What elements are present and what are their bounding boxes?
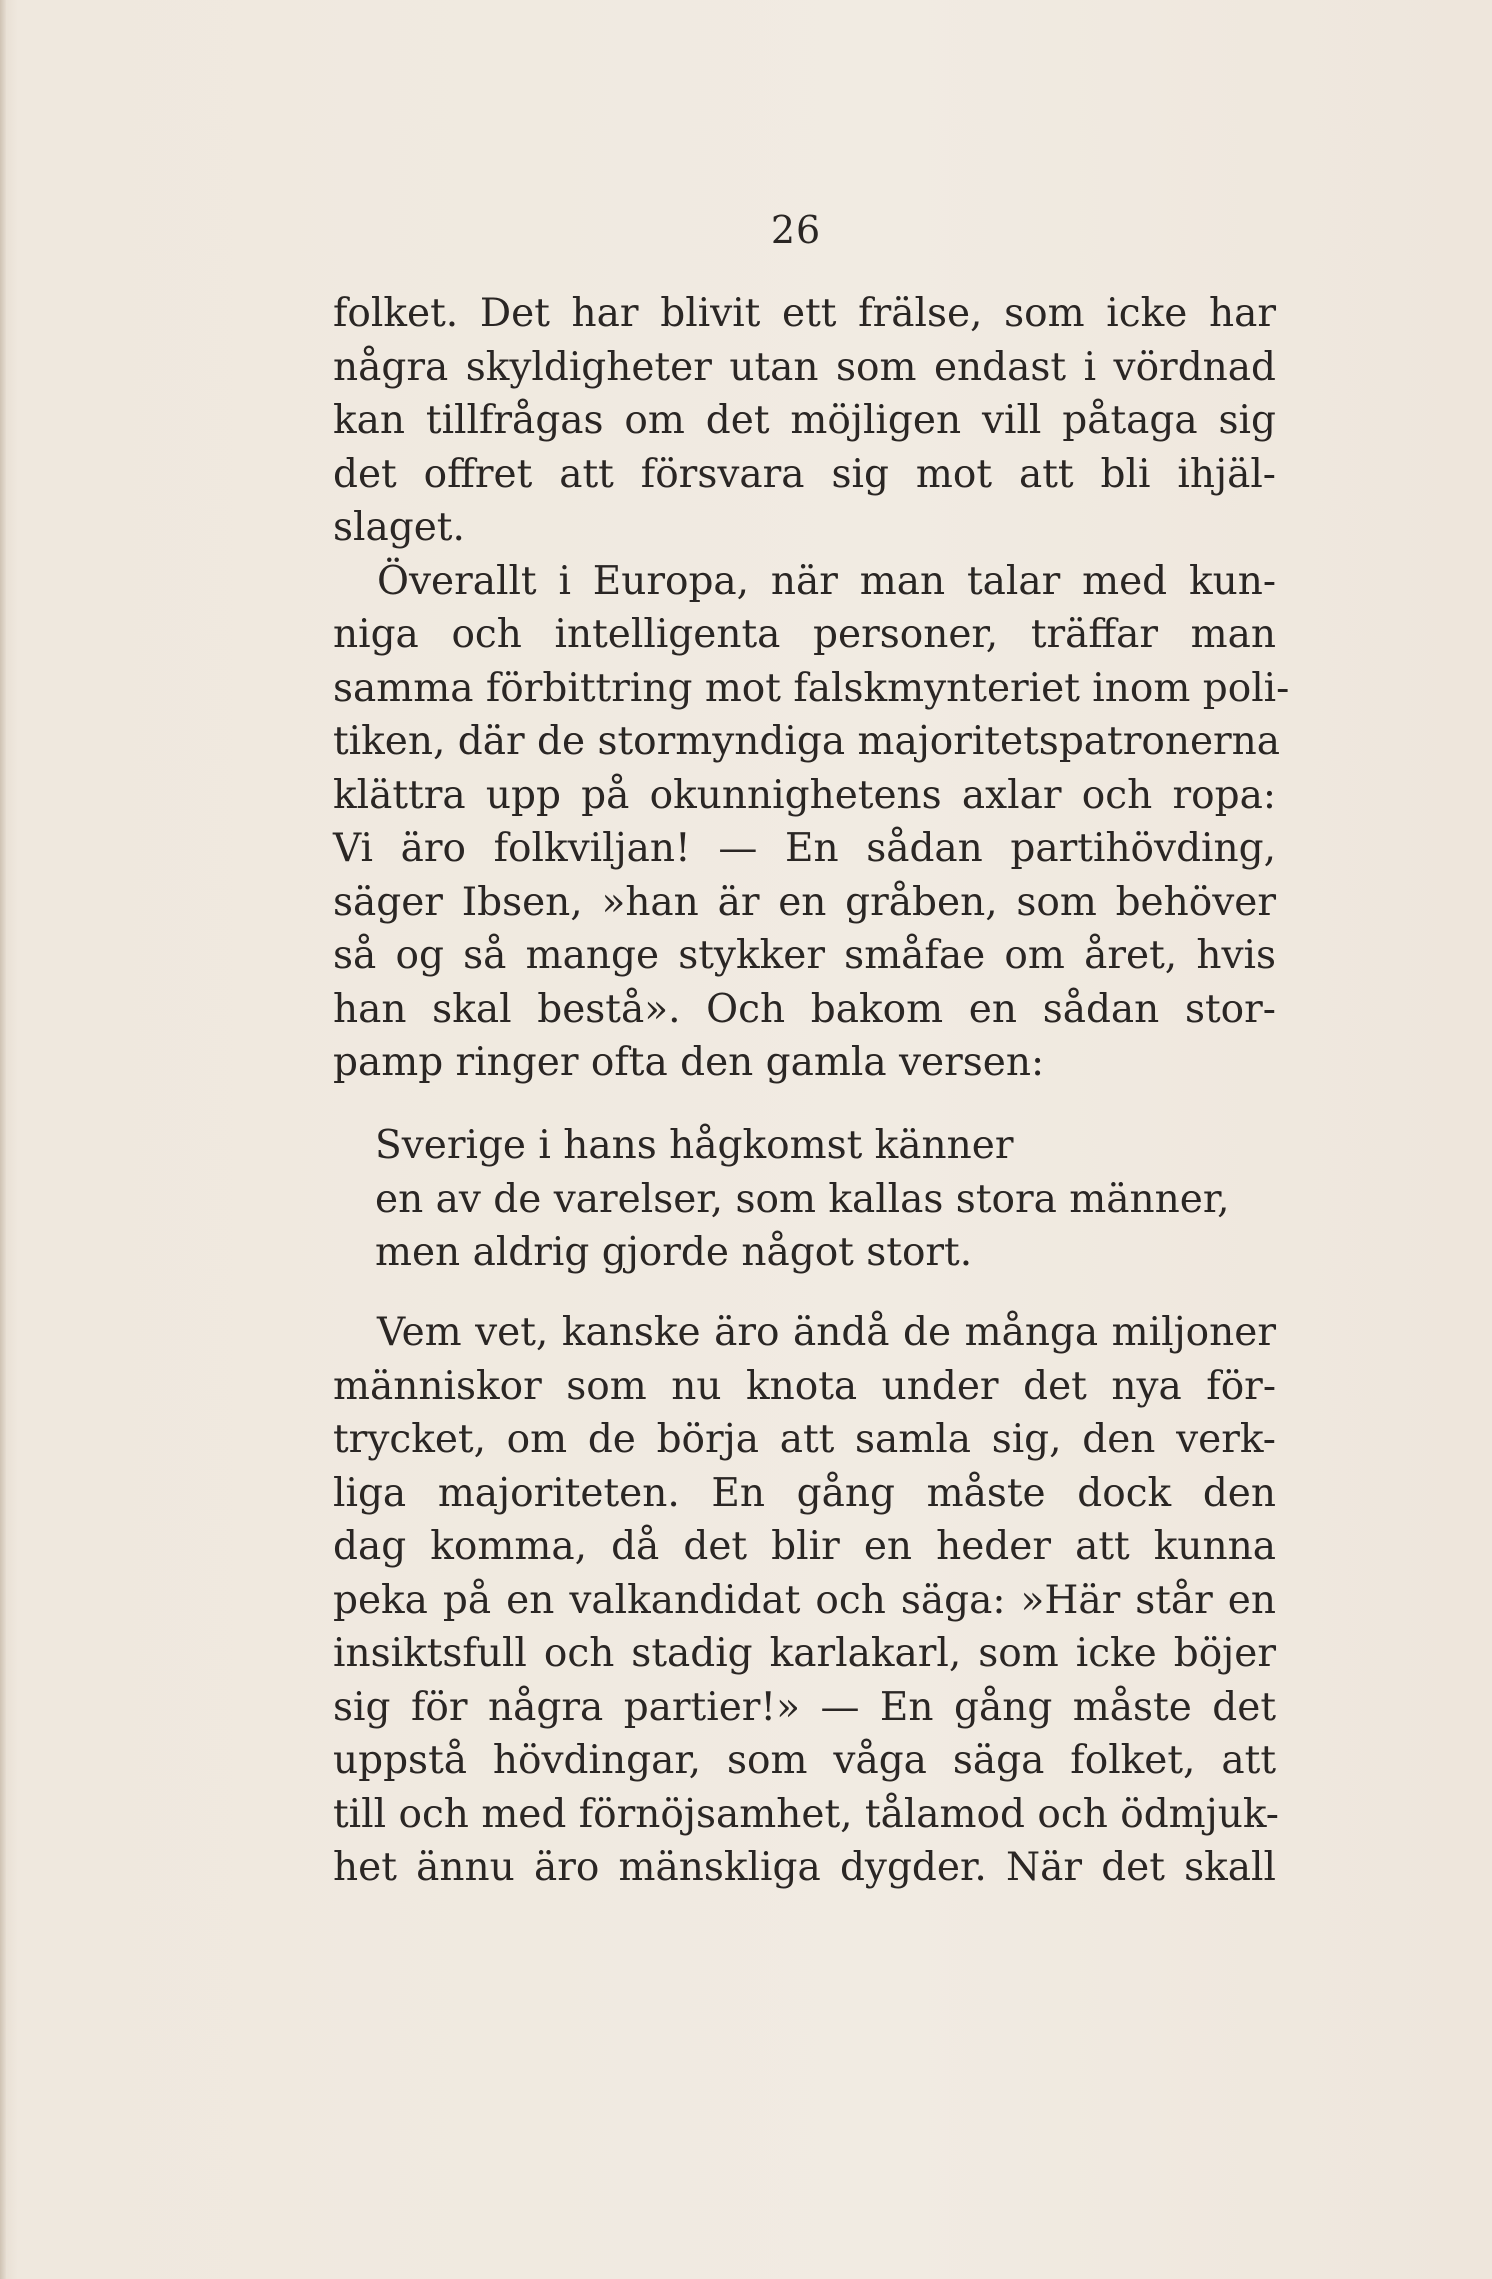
- text-line: sig för några partier!» — En gång måste det: [333, 1684, 1276, 1730]
- verse-line: Sverige i hans hågkomst känner: [375, 1123, 1014, 1168]
- text-line: uppstå hövdingar, som våga säga folket, att: [333, 1738, 1276, 1783]
- page-number: 26: [770, 208, 822, 252]
- text-line: det offret att försvara sig mot att bli ihjäl-: [333, 451, 1276, 497]
- text-line: han skal bestå». Och bakom en sådan stor-: [333, 986, 1276, 1032]
- text-line: liga majoriteten. En gång måste dock den: [333, 1470, 1276, 1516]
- body-text-top: [333, 287, 1290, 1090]
- page-edge: [0, 0, 6, 2279]
- text-line: samma förbittring mot falskmynteriet inom poli-: [333, 665, 1290, 711]
- text-line: niga och intelligenta personer, träffar man: [333, 612, 1276, 657]
- text-line: folket. Det har blivit ett frälse, som icke har: [333, 291, 1276, 336]
- text-line: människor som nu knota under det nya för-: [333, 1363, 1276, 1409]
- text-line: pamp ringer ofta den gamla versen:: [333, 1040, 1045, 1085]
- text-line: säger Ibsen, »han är en gråben, som behöver: [333, 879, 1276, 925]
- text-line: tiken, där de stormyndiga majoritetspatronerna: [333, 719, 1281, 764]
- text-line: Överallt i Europa, när man talar med kun-: [377, 558, 1276, 604]
- text-line: trycket, om de börja att samla sig, den verk-: [333, 1417, 1276, 1462]
- verse-line: men aldrig gjorde något stort.: [375, 1230, 973, 1275]
- text-line: Vi äro folkviljan! — En sådan partihövding,: [333, 826, 1276, 871]
- text-line: peka på en valkandidat och säga: »Här står en: [333, 1577, 1276, 1623]
- text-line: till och med förnöjsamhet, tålamod och ödmjuk-: [333, 1791, 1279, 1837]
- verse-line: en av de varelser, som kallas stora männer,: [375, 1176, 1230, 1222]
- text-line: klättra upp på okunnighetens axlar och ropa:: [333, 772, 1276, 818]
- text-line: het ännu äro mänskliga dygder. När det skall: [333, 1845, 1276, 1890]
- text-line: kan tillfrågas om det möjligen vill påtaga sig: [333, 398, 1276, 443]
- text-line: så og så mange stykker småfae om året, hvis: [333, 933, 1276, 978]
- text-line: Vem vet, kanske äro ändå de många miljoner: [377, 1310, 1276, 1355]
- text-line: insiktsfull och stadig karlakarl, som icke böjer: [333, 1631, 1276, 1676]
- verse-quote: [375, 1120, 1230, 1281]
- text-line: slaget.: [333, 505, 465, 550]
- body-text-bottom: [333, 1306, 1279, 1895]
- text-line: några skyldigheter utan som endast i vördnad: [333, 344, 1276, 390]
- text-line: dag komma, då det blir en heder att kunna: [333, 1524, 1276, 1569]
